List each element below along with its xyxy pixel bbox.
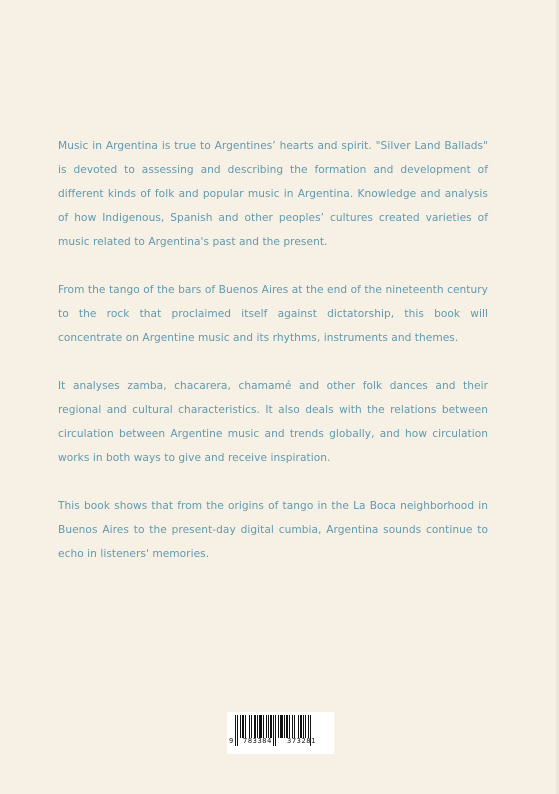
isbn-barcode — [227, 712, 334, 754]
barcode-right-digits: 373281 — [287, 737, 316, 745]
barcode-bar — [300, 715, 302, 738]
barcode-bar — [268, 715, 269, 738]
barcode-bar — [257, 715, 258, 738]
barcode-bar — [266, 715, 267, 738]
paragraph-conclusion: This book shows that from the origins of tango in the La Boca neighborhood in Buenos Aires to the present-day digital cumbia, Argentina sounds continue to echo in listeners' memories. — [58, 500, 488, 560]
barcode-bar — [280, 715, 283, 738]
barcode-bar — [303, 715, 304, 738]
barcode-bar — [284, 715, 285, 738]
barcode-bar — [251, 715, 252, 738]
barcode-bar — [278, 715, 279, 738]
paragraph-folk-dances: It analyses zamba, chacarera, chamamé and other folk dances and their regional and cultural characteristics. It also deals with the relations between circulation between Argentine music and trends globally, and how circulation works in both ways to give and receive inspiration. — [58, 380, 488, 464]
back-cover-text — [58, 134, 488, 590]
barcode-bar — [289, 715, 290, 738]
barcode-bar — [308, 715, 309, 738]
paragraph-tango-rock: From the tango of the bars of Buenos Aires at the end of the nineteenth century to the rock that proclaimed itself against dictatorship, this book will concentrate on Argentine music and its rhythms, instruments and themes. — [58, 284, 488, 344]
barcode-bar — [298, 715, 299, 738]
barcode-bar — [259, 715, 262, 738]
barcode-lead-digit: 9 — [229, 737, 234, 745]
barcode-bar — [275, 715, 276, 746]
barcode-bar — [263, 715, 264, 738]
paragraph-intro: Music in Argentina is true to Argentines’ hearts and spirit. "Silver Land Ballads" is devoted to assessing and describing the formation and development of different kinds of folk and popular music in Argentina. Knowledge and analysis of how Indigenous, Spanish and other peoples’ cultures created varieties of music related to Argentina's past and the present. — [58, 140, 488, 248]
barcode-bar — [249, 715, 250, 738]
barcode-left-digits: 783384 — [243, 737, 272, 745]
barcode-bar — [292, 715, 293, 738]
barcode-bar — [254, 715, 256, 738]
barcode-bar — [286, 715, 288, 738]
barcode-bar — [235, 715, 236, 746]
barcode-bar — [294, 715, 295, 738]
barcode-bar — [237, 715, 238, 746]
barcode-bar — [240, 715, 241, 738]
barcode-bars — [227, 712, 334, 754]
barcode-bar — [270, 715, 272, 738]
barcode-bar — [245, 715, 246, 738]
barcode-bar — [273, 715, 274, 746]
barcode-bar — [305, 715, 306, 738]
barcode-bar — [242, 715, 244, 738]
